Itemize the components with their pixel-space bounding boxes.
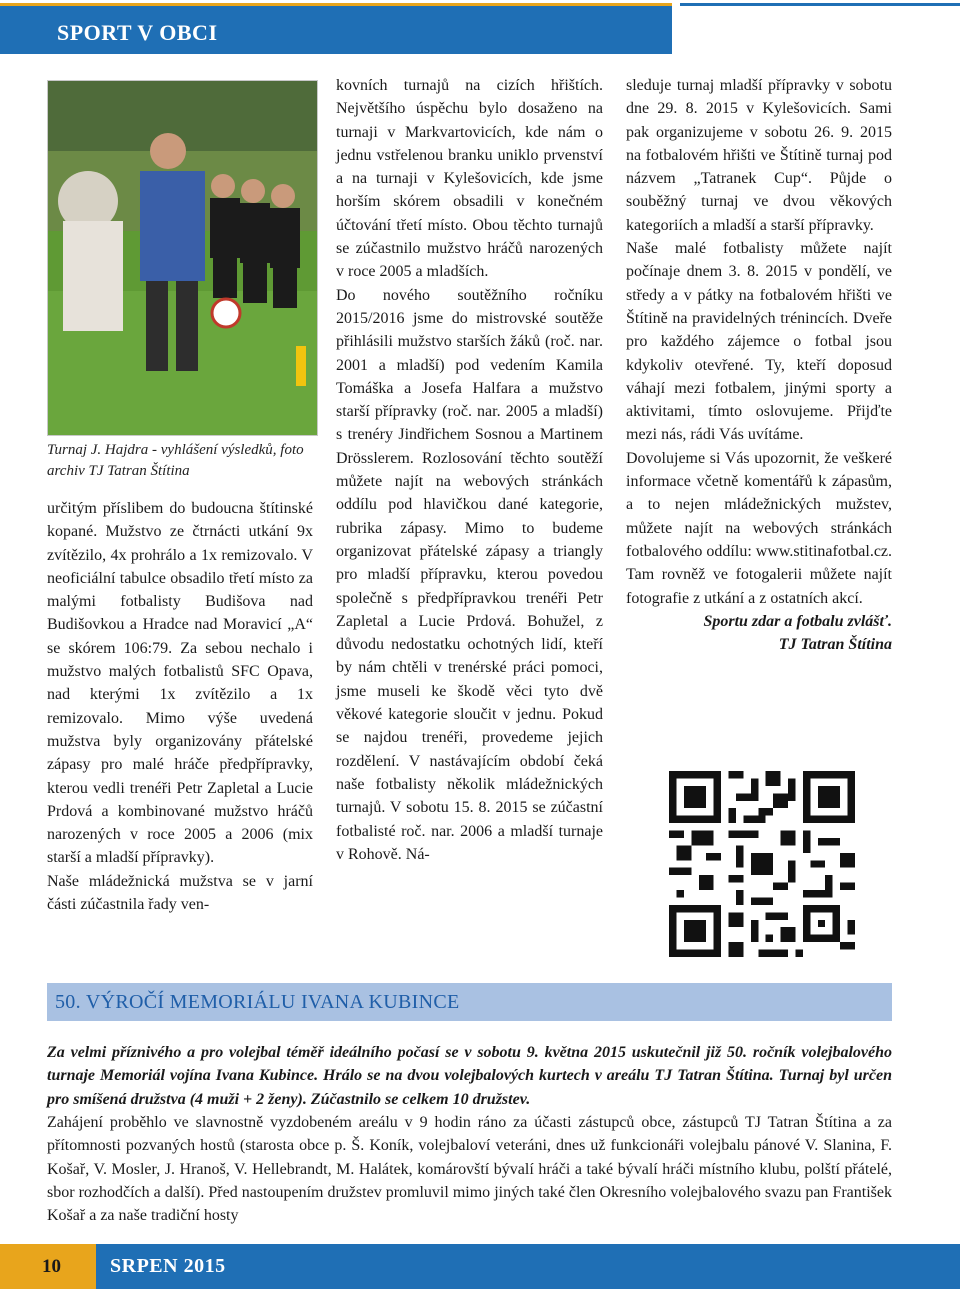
- paragraph: určitým příslibem do budoucna štítinské kopané. Mužstvo ze čtrnácti utkání 9x zvítězilo, 4x prohrálo a 1x remizovalo. V neoficiální tabulce obsadilo třetí místo za malými fotbalisty Budišova nad Budišovkou a Hradce nad Moravicí „A“ se skórem 106:79. Za sebou nechalo i mužstvo malých fotbalistů SFC Opava, nad kterými 1x zvítězilo a 1x remizovalo. Mimo výše uvedená mužstva byly organizovány přátelské zápasy pro malé hráče předpřípravky, kterou vedli trenéři Petr Zapletal a Lucie Prdová a kombinované mužstvo hráčů narozených v roce 2005 a 2006 (mix starší a mladší přípravky).: [47, 500, 313, 867]
- photo-caption: Turnaj J. Hajdra - vyhlášení výsledků, foto archiv TJ Tatran Štítina: [47, 442, 304, 479]
- qr-code[interactable]: [669, 771, 855, 957]
- paragraph: sleduje turnaj mladší přípravky v sobotu dne 29. 8. 2015 v Kylešovicích. Sami pak organizujeme v sobotu 26. 9. 2015 na fotbalovém hřišti ve Štítině turnaj pod názvem „Tatranek Cup“. Půjde o souběžný turnaj ve dvou věkových kategoriích a mladší a starší přípravky.: [626, 77, 892, 234]
- issue-label: SRPEN 2015: [110, 1255, 226, 1277]
- section-heading: SPORT V OBCI: [57, 20, 218, 45]
- paragraph: Naše mládežnická mužstva se v jarní části zúčastnila řady ven-: [47, 872, 313, 914]
- signoff-line: Sportu zdar a fotbalu zvlášť.: [703, 612, 892, 630]
- signoff-club: TJ Tatran Štítina: [778, 636, 892, 654]
- article-column-3: [626, 74, 892, 656]
- paragraph: kovních turnajů na cizích hřištích. Největšího úspěchu bylo dosaženo na turnaji v Markvartovicích, kde nám o jednu vstřelenou branku uniklo prvenství a na turnaji v Kylešovicích, kde jsme horším skórem obsadili v konečném účtování třetí místo. Obou těchto turnajů se zúčastnilo mužstvo hráčů narozených v roce 2005 a mladších.: [336, 77, 603, 281]
- article-column-2: [336, 74, 603, 866]
- header-bar: [0, 3, 672, 54]
- paragraph: Naše malé fotbalisty můžete najít počínaje dnem 3. 8. 2015 v pondělí, ve středy a v pátky na fotbalovém hřišti ve Štítině na pravidelných trénincích. Dveře pro každého zájemce o fotbal jsou kdykoliv otevřené. Ty, kteří doposud váhají mezi fotbalem, jinými sporty a aktivitami, tímto oslovujeme. Přijďte mezi nás, rádi Vás uvítáme.: [626, 240, 892, 444]
- footer-bar: [96, 1244, 960, 1289]
- photo-illustration: [48, 81, 317, 435]
- article-column-1: [47, 497, 313, 916]
- footer-page-box: [0, 1244, 96, 1289]
- section-heading-bar: [47, 983, 892, 1021]
- paragraph: Dovolujeme si Vás upozornit, že veškeré informace včetně komentářů k zápasům, a to nejen mládežnických mužstev, můžete najít na webových stránkách fotbalového oddílu: www.stitinafotbal.cz. Tam rovněž ve fotogalerii můžete najít fotografie z utkání a z ostatních akcí.: [626, 449, 893, 607]
- lead-paragraph: Za velmi příznivého a pro volejbal téměř ideálního počasí se v sobotu 9. května 2015 uskutečnil již 50. ročník volejbalového turnaje Memoriál vojína Ivana Kubince. Hrálo se na dvou volejbalových kurtech v areálu TJ Tatran Štítina. Turnaj byl určen pro smíšená družstva (4 muži + 2 ženy). Zúčastnilo se celkem 10 družstev.: [47, 1044, 892, 1108]
- article-photo: [47, 80, 318, 436]
- page-number: 10: [42, 1256, 61, 1277]
- section-title: 50. VÝROČÍ MEMORIÁLU IVANA KUBINCE: [55, 991, 460, 1013]
- header-right-rule: [680, 3, 960, 51]
- paragraph: Do nového soutěžního ročníku 2015/2016 jsme do mistrovské soutěže přihlásili mužstvo starších žáků (roč. nar. 2001 a mladší) pod vedením Kamila Tomáška a Josefa Halfara a mužstvo starší přípravky (roč. nar. 2005 a mladší) s trenéry Jindřichem Sosnou a Martinem Drösslerem. Rozlosování těchto soutěží můžete najít na webových stránkách oddílu pod hlavičkou dané kategorie, rubrika zápasy. Mimo to budeme organizovat přátelské zápasy a triangly pro mladší přípravku, kterou povedou společně s předpřípravkou trenéři Petr Zapletal a Lucie Prdová. Bohužel, z důvodu nedostatku ochotných lidí, kteří by nám chtěli v trenérské práci pomoci, jsme museli ke škodě věci tyto dvě věkové kategorie sloučit v jednu. Pokud se najdou trenéři, provedeme jejich rozdělení. V nastávajícím období čeká naše fotbalisty několik mládežnických turnajů. V sobotu 15. 8. 2015 se zúčastní fotbalisté roč. nar. 2006 a mladší turnaje v Rohově. Ná-: [336, 286, 603, 863]
- body-paragraph: Zahájení proběhlo ve slavnostně vyzdobeném areálu v 9 hodin ráno za účasti zástupců obce, zástupců TJ Tatran Štítina a za přítomnosti pozvaných hostů (starosta obce p. Š. Koník, volejbaloví veteráni, dnes už funkcionáři volejbalu pánové V. Slanina, F. Košař, V. Mosler, J. Hranoš, V. Hellebrandt, M. Halátek, komárovští bývalí hráči a také bývalí hráči místního klubu, polští přátelé, sbor rozhodčích a další). Před nastoupením družstev promluvil mimo jiných také člen Okresního volejbalového svazu pan František Košař a za naše tradiční hosty: [47, 1114, 892, 1225]
